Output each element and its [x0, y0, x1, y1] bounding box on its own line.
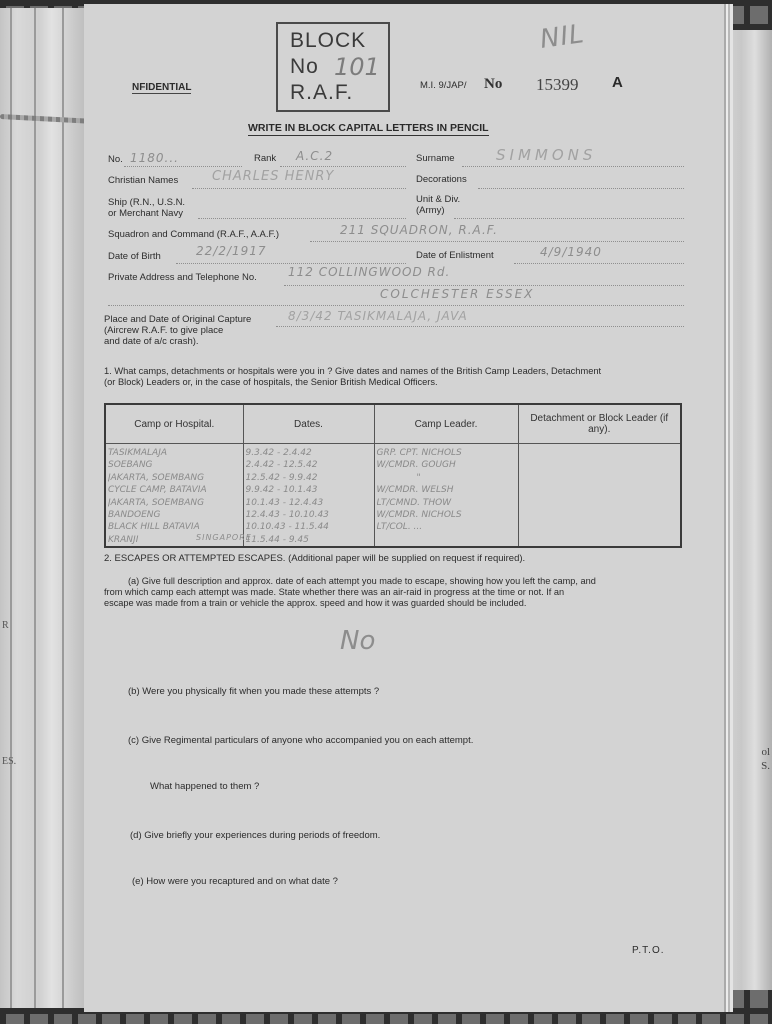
leader-entry: LT/COL. ... [376, 522, 423, 533]
q2e-text: (e) How were you recaptured and on what date ? [132, 876, 338, 887]
dob-value: 22/2/1917 [196, 244, 267, 258]
camp-entry: CYCLE CAMP, BATAVIA [108, 485, 207, 496]
field-rule [514, 263, 684, 264]
unit-label-2: (Army) [416, 205, 445, 216]
address-label: Private Address and Telephone No. [108, 272, 257, 283]
pto-label: P.T.O. [632, 945, 665, 956]
margin-text: S. [761, 760, 770, 772]
capture-label-3: and date of a/c crash). [104, 336, 199, 347]
q2c-followup: What happened to them ? [150, 781, 260, 792]
camp-entry: BLACK HILL BATAVIA [108, 522, 200, 533]
field-rule [462, 166, 684, 167]
ship-label: Ship (R.N., U.S.N. [108, 197, 186, 208]
camp-entry: BANDOENG [108, 510, 161, 521]
field-rule [280, 166, 406, 167]
date-entry: 9.9.42 - 10.1.43 [245, 485, 318, 496]
leader-entry: W/CMDR. GOUGH [376, 460, 456, 471]
q2b-text: (b) Were you physically fit when you made these attempts ? [128, 686, 380, 697]
ship-label-2: or Merchant Navy [108, 208, 183, 219]
field-rule [124, 166, 242, 167]
q2a-text: (a) Give full description and approx. date of each attempt you made to escape, showing how you left the camp, and [128, 576, 596, 586]
q2c-text: (c) Give Regimental particulars of anyone who accompanied you on each attempt. [128, 735, 474, 746]
unit-label: Unit & Div. [416, 194, 461, 205]
instruction-heading: WRITE IN BLOCK CAPITAL LETTERS IN PENCIL [248, 122, 489, 134]
date-entry: 10.10.43 - 11.5.44 [245, 522, 329, 533]
col-header-dates: Dates. [243, 404, 374, 444]
squadron-value: 211 SQUADRON, R.A.F. [340, 223, 498, 237]
date-entry: 12.4.43 - 10.10.43 [245, 510, 329, 521]
stamp-block-number: 101 [334, 53, 380, 81]
no-label: No. [108, 154, 123, 165]
q1-text-2: (or Block) Leaders or, in the case of hospitals, the Senior British Medical Officers. [104, 377, 438, 387]
enlistment-value: 4/9/1940 [540, 245, 602, 259]
stamp-line-block: BLOCK [290, 29, 367, 52]
surname-label: Surname [416, 153, 455, 164]
leader-entry: LT/CMND. THOW [376, 497, 452, 508]
field-rule [192, 188, 406, 189]
col-header-camp: Camp or Hospital. [105, 404, 243, 444]
date-entry: 10.1.43 - 12.4.43 [245, 497, 324, 508]
field-rule [454, 218, 684, 219]
detachment-cell [518, 444, 681, 548]
address-line-2: COLCHESTER ESSEX [380, 287, 535, 301]
serial-number: 15399 [536, 75, 579, 94]
field-rule [310, 241, 684, 242]
col-header-detachment: Detachment or Block Leader (if any). [518, 404, 681, 444]
camp-entry: KRANJI [108, 534, 139, 545]
capture-label-2: (Aircrew R.A.F. to give place [104, 325, 224, 336]
q1-text: 1. What camps, detachments or hospitals were you in ? Give dates and names of the British Camp Leaders, Detachment [104, 366, 602, 376]
confidential-label: NFIDENTIAL [132, 82, 192, 93]
q2a-answer: No [340, 626, 376, 656]
rank-value: A.C.2 [296, 149, 334, 163]
mi9-reference: M.I. 9/JAP/ [420, 80, 467, 91]
left-page-stack [0, 8, 88, 1008]
page-edge [10, 8, 12, 1008]
rank-label: Rank [254, 153, 277, 164]
margin-text: ES. [2, 756, 17, 767]
date-entry: 11.5.44 - 9.45 [245, 534, 309, 545]
camp-entry-overflow: SINGAPORE [196, 533, 252, 542]
q2a-text-2: from which camp each attempt was made. State whether there was an air-raid in progress at the time or not. If an [104, 587, 565, 597]
camp-entry: SOEBANG [108, 460, 153, 471]
date-entry: 9.3.42 - 2.4.42 [245, 448, 312, 458]
dob-label: Date of Birth [108, 251, 161, 262]
camp-entry: JAKARTA, SOEMBANG [108, 472, 205, 483]
christian-names-value: CHARLES HENRY [212, 169, 335, 184]
field-rule [198, 218, 406, 219]
leader-entry: W/CMDR. NICHOLS [376, 510, 462, 521]
page-edge [62, 8, 64, 1008]
camp-entry: TASIKMALAJA [108, 448, 168, 458]
squadron-label: Squadron and Command (R.A.F., A.A.F.) [108, 229, 280, 240]
capture-label: Place and Date of Original Capture [104, 314, 252, 325]
date-entry: 12.5.42 - 9.9.42 [245, 472, 318, 483]
christian-names-label: Christian Names [108, 175, 179, 186]
service-number: 1180... [130, 151, 179, 165]
address-line-1: 112 COLLINGWOOD Rd. [288, 265, 451, 279]
camps-cell [105, 444, 243, 548]
surname-value: SIMMONS [496, 146, 597, 164]
margin-text: R [2, 620, 9, 631]
serial-suffix: A [612, 74, 623, 91]
date-entry: 2.4.42 - 12.5.42 [245, 460, 318, 471]
field-rule [276, 326, 684, 327]
q2d-text: (d) Give briefly your experiences during periods of freedom. [130, 830, 381, 841]
leader-entry: W/CMDR. WELSH [376, 485, 454, 496]
camps-table [104, 403, 682, 548]
stamp-line-no: No [290, 55, 319, 78]
q2-title: 2. ESCAPES OR ATTEMPTED ESCAPES. (Additional paper will be supplied on request if required). [104, 553, 526, 564]
field-rule [108, 305, 684, 306]
leader-entry: GRP. CPT. NICHOLS [376, 448, 462, 458]
col-header-leader: Camp Leader. [374, 404, 518, 444]
page-edge [34, 8, 36, 1008]
q2a-text-3: escape was made from a train or vehicle the approx. speed and how it was guarded should be included. [104, 598, 527, 608]
margin-text: ol [761, 746, 770, 758]
field-rule [176, 263, 406, 264]
liberation-questionnaire-page [84, 4, 724, 1012]
leaders-cell [374, 444, 518, 548]
capture-value: 8/3/42 TASIKMALAJA, JAVA [288, 309, 468, 323]
field-rule [478, 188, 684, 189]
leader-entry: " [416, 472, 421, 483]
camp-entry: JAKARTA, SOEMBANG [108, 497, 205, 508]
decorations-label: Decorations [416, 174, 467, 185]
nil-pencil-note: NIL [538, 19, 587, 55]
field-rule [284, 285, 684, 286]
dates-cell [243, 444, 374, 548]
enlistment-label: Date of Enlistment [416, 250, 494, 261]
block-stamp [276, 22, 390, 112]
serial-no-label: No [484, 76, 503, 92]
stamp-line-raf: R.A.F. [290, 81, 354, 104]
